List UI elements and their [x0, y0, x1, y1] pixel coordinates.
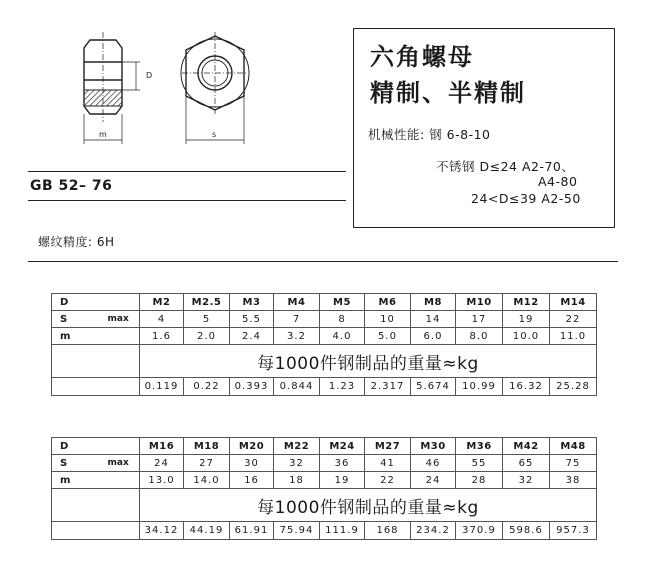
weight-cell: 44.19: [184, 522, 230, 540]
s-cell: 41: [365, 455, 411, 472]
size-cell: M10: [456, 294, 503, 311]
weight-cell: 0.393: [230, 378, 274, 396]
s-cell: 55: [456, 455, 503, 472]
weight-cell: 5.674: [411, 378, 456, 396]
weight-cell: 370.9: [456, 522, 503, 540]
label-s: S: [52, 455, 98, 472]
s-cell: 7: [274, 311, 320, 328]
weight-cell: 16.32: [503, 378, 550, 396]
s-cell: 5.5: [230, 311, 274, 328]
weight-cell: 0.119: [140, 378, 184, 396]
weight-cell: 0.844: [274, 378, 320, 396]
size-cell: M48: [550, 438, 597, 455]
stainless-spec-3: 24<D≤39 A2-50: [471, 191, 581, 206]
s-cell: 65: [503, 455, 550, 472]
s-cell: 5: [184, 311, 230, 328]
product-title: [370, 39, 526, 111]
s-cell: 46: [411, 455, 456, 472]
s-cell: 32: [274, 455, 320, 472]
size-cell: M3: [230, 294, 274, 311]
m-cell: 8.0: [456, 328, 503, 345]
size-cell: M30: [411, 438, 456, 455]
m-cell: 10.0: [503, 328, 550, 345]
weight-cell: 25.28: [550, 378, 597, 396]
label-d: D: [52, 438, 140, 455]
weight-spacer: [52, 378, 140, 396]
table-row-s: [52, 311, 597, 328]
nut-side-view: [84, 32, 140, 144]
weight-cell: 34.12: [140, 522, 184, 540]
weight-cell: 10.99: [456, 378, 503, 396]
weight-caption: 每1000件钢制品的重量≈kg: [140, 489, 597, 522]
divider-bottom: [28, 200, 346, 201]
spec-table-1: [51, 293, 597, 396]
m-cell: 4.0: [320, 328, 365, 345]
title-line-1: 六角螺母: [370, 43, 474, 71]
m-cell: 38: [550, 472, 597, 489]
spec-table-2: [51, 437, 597, 540]
title-line-2: 精制、半精制: [370, 79, 526, 107]
s-cell: 75: [550, 455, 597, 472]
section-divider: [28, 261, 618, 262]
dimension-d-label: D: [146, 71, 153, 80]
table-row-size: [52, 438, 597, 455]
divider-top: [28, 171, 346, 172]
dimension-m-label: m: [99, 130, 107, 139]
weight-cell: 61.91: [230, 522, 274, 540]
size-cell: M8: [411, 294, 456, 311]
m-cell: 13.0: [140, 472, 184, 489]
s-cell: 30: [230, 455, 274, 472]
weight-cell: 234.2: [411, 522, 456, 540]
table-row-m: [52, 472, 597, 489]
label-s-max: max: [98, 455, 140, 472]
s-cell: 17: [456, 311, 503, 328]
label-d: D: [52, 294, 140, 311]
size-cell: M2.5: [184, 294, 230, 311]
m-cell: 6.0: [411, 328, 456, 345]
weight-cell: 1.23: [320, 378, 365, 396]
m-cell: 11.0: [550, 328, 597, 345]
m-cell: 22: [365, 472, 411, 489]
table-row-weight: [52, 378, 597, 396]
weight-cell: 598.6: [503, 522, 550, 540]
product-title-box: [353, 28, 615, 228]
weight-spacer: [52, 522, 140, 540]
m-cell: 18: [274, 472, 320, 489]
label-m: m: [52, 472, 140, 489]
thread-precision: 螺纹精度: 6H: [38, 235, 115, 249]
m-cell: 16: [230, 472, 274, 489]
weight-cell: 2.317: [365, 378, 411, 396]
size-cell: M5: [320, 294, 365, 311]
m-cell: 3.2: [274, 328, 320, 345]
size-cell: M2: [140, 294, 184, 311]
m-cell: 14.0: [184, 472, 230, 489]
s-cell: 8: [320, 311, 365, 328]
weight-cell: 0.22: [184, 378, 230, 396]
label-s-max: max: [98, 311, 140, 328]
hex-nut-drawing: [60, 22, 360, 162]
label-s: S: [52, 311, 98, 328]
m-cell: 32: [503, 472, 550, 489]
m-cell: 5.0: [365, 328, 411, 345]
table-row-caption: [52, 489, 597, 522]
table-row-m: [52, 328, 597, 345]
m-cell: 19: [320, 472, 365, 489]
s-cell: 36: [320, 455, 365, 472]
size-cell: M42: [503, 438, 550, 455]
s-cell: 22: [550, 311, 597, 328]
size-cell: M24: [320, 438, 365, 455]
m-cell: 2.0: [184, 328, 230, 345]
weight-caption: 每1000件钢制品的重量≈kg: [140, 345, 597, 378]
size-cell: M18: [184, 438, 230, 455]
weight-cell: 111.9: [320, 522, 365, 540]
standard-number: GB 52– 76: [30, 178, 113, 194]
nut-top-view: [181, 32, 249, 144]
table-row-caption: [52, 345, 597, 378]
s-cell: 10: [365, 311, 411, 328]
table-row-s: [52, 455, 597, 472]
weight-cell: 168: [365, 522, 411, 540]
stainless-spec-1: 不锈钢 D≤24 A2-70、: [436, 159, 575, 174]
label-m: m: [52, 328, 140, 345]
mechanical-properties: 机械性能: 钢 6-8-10: [368, 127, 491, 142]
caption-spacer: [52, 345, 140, 378]
caption-spacer: [52, 489, 140, 522]
s-cell: 27: [184, 455, 230, 472]
size-cell: M6: [365, 294, 411, 311]
size-cell: M12: [503, 294, 550, 311]
m-cell: 28: [456, 472, 503, 489]
table-row-size: [52, 294, 597, 311]
size-cell: M4: [274, 294, 320, 311]
size-cell: M36: [456, 438, 503, 455]
table-row-weight: [52, 522, 597, 540]
m-cell: 2.4: [230, 328, 274, 345]
weight-cell: 75.94: [274, 522, 320, 540]
weight-cell: 957.3: [550, 522, 597, 540]
m-cell: 24: [411, 472, 456, 489]
size-cell: M20: [230, 438, 274, 455]
s-cell: 19: [503, 311, 550, 328]
size-cell: M14: [550, 294, 597, 311]
s-cell: 4: [140, 311, 184, 328]
dimension-s-label: s: [212, 130, 217, 139]
s-cell: 24: [140, 455, 184, 472]
size-cell: M16: [140, 438, 184, 455]
stainless-spec-2: A4-80: [538, 174, 578, 189]
size-cell: M27: [365, 438, 411, 455]
s-cell: 14: [411, 311, 456, 328]
m-cell: 1.6: [140, 328, 184, 345]
size-cell: M22: [274, 438, 320, 455]
